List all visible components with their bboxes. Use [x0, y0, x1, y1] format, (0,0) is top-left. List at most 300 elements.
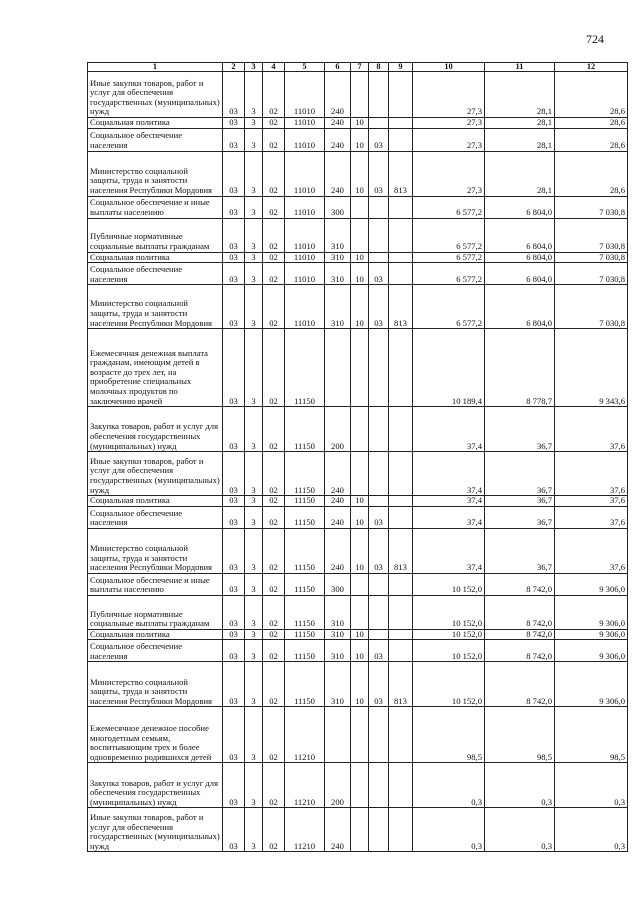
table-body: [88, 72, 628, 852]
section: 10: [351, 285, 369, 329]
section: [351, 595, 369, 629]
ministry-code: [389, 452, 413, 496]
subsection-code-2: 02: [263, 707, 285, 763]
subsection-code-2: 02: [263, 407, 285, 452]
target-article: 11150: [285, 573, 325, 595]
subsection: 03: [369, 506, 389, 528]
subsection-code-2: 02: [263, 662, 285, 707]
subsection-code: 3: [245, 151, 263, 196]
row-name: Ежемесячное денежное пособие многодетным семьям, воспитывающим трех и более одновременно родившихся детей: [88, 707, 223, 763]
row-name: Министерство социальной защиты, труда и занятости населения Республики Мордовия: [88, 151, 223, 196]
section: 10: [351, 128, 369, 151]
amount-year-3: 37,6: [555, 496, 628, 507]
row-name: Социальное обеспечение населения: [88, 128, 223, 151]
subsection-code: 3: [245, 763, 263, 808]
amount-year-1: 6 577,2: [413, 285, 485, 329]
ministry-code: [389, 707, 413, 763]
ministry-code: 813: [389, 285, 413, 329]
section: [351, 452, 369, 496]
row-name: Социальное обеспечение и иные выплаты населению: [88, 196, 223, 218]
section: [351, 72, 369, 118]
subsection-code-2: 02: [263, 196, 285, 218]
section-code: 03: [223, 452, 245, 496]
table-row: [88, 496, 628, 507]
amount-year-1: 37,4: [413, 506, 485, 528]
row-name: Социальная политика: [88, 496, 223, 507]
section: [351, 407, 369, 452]
amount-year-2: 36,7: [485, 452, 555, 496]
target-article: 11150: [285, 496, 325, 507]
amount-year-2: 0,3: [485, 808, 555, 852]
target-article: 11150: [285, 595, 325, 629]
amount-year-1: 10 152,0: [413, 640, 485, 662]
subsection-code: 3: [245, 72, 263, 118]
section: 10: [351, 151, 369, 196]
subsection-code-2: 02: [263, 218, 285, 252]
row-name: Социальная политика: [88, 629, 223, 640]
ministry-code: [389, 407, 413, 452]
section-code: 03: [223, 72, 245, 118]
ministry-code: [389, 808, 413, 852]
subsection: 03: [369, 263, 389, 285]
expense-type: [325, 707, 351, 763]
expense-type: 240: [325, 496, 351, 507]
subsection-code-2: 02: [263, 595, 285, 629]
subsection-code: 3: [245, 218, 263, 252]
amount-year-1: 10 152,0: [413, 595, 485, 629]
subsection-code: 3: [245, 573, 263, 595]
subsection-code: 3: [245, 808, 263, 852]
expense-type: 310: [325, 662, 351, 707]
expense-type: 240: [325, 452, 351, 496]
expense-type: 240: [325, 118, 351, 129]
amount-year-1: 6 577,2: [413, 263, 485, 285]
ministry-code: [389, 252, 413, 263]
target-article: 11150: [285, 528, 325, 573]
section-code: 03: [223, 528, 245, 573]
amount-year-2: 36,7: [485, 407, 555, 452]
column-header: 5: [285, 63, 325, 72]
amount-year-3: 37,6: [555, 452, 628, 496]
table-row: [88, 595, 628, 629]
subsection: [369, 707, 389, 763]
expense-type: 240: [325, 72, 351, 118]
subsection: [369, 496, 389, 507]
amount-year-1: 37,4: [413, 452, 485, 496]
target-article: 11010: [285, 196, 325, 218]
section-code: 03: [223, 218, 245, 252]
amount-year-3: 7 030,8: [555, 252, 628, 263]
amount-year-2: 28,1: [485, 151, 555, 196]
section: [351, 707, 369, 763]
amount-year-1: 10 152,0: [413, 629, 485, 640]
section: 10: [351, 640, 369, 662]
expense-type: 240: [325, 128, 351, 151]
subsection: 03: [369, 285, 389, 329]
subsection: [369, 763, 389, 808]
amount-year-3: 9 306,0: [555, 573, 628, 595]
ministry-code: [389, 595, 413, 629]
subsection-code: 3: [245, 118, 263, 129]
section-code: 03: [223, 496, 245, 507]
row-name: Ежемесячная денежная выплата гражданам, имеющим детей в возрасте до трех лет, на приобретение специальных молочных продуктов по заключению врачей: [88, 329, 223, 407]
expense-type: 240: [325, 808, 351, 852]
row-name: Закупка товаров, работ и услуг для обеспечения государственных (муниципальных) нужд: [88, 407, 223, 452]
subsection-code-2: 02: [263, 640, 285, 662]
section: 10: [351, 496, 369, 507]
section: 10: [351, 506, 369, 528]
amount-year-1: 27,3: [413, 128, 485, 151]
subsection-code-2: 02: [263, 629, 285, 640]
amount-year-1: 6 577,2: [413, 218, 485, 252]
table-row: [88, 662, 628, 707]
subsection-code-2: 02: [263, 252, 285, 263]
table-row: [88, 218, 628, 252]
table-row: [88, 329, 628, 407]
ministry-code: 813: [389, 662, 413, 707]
subsection: [369, 196, 389, 218]
table-row: [88, 128, 628, 151]
expense-type: 200: [325, 407, 351, 452]
ministry-code: [389, 506, 413, 528]
subsection: [369, 452, 389, 496]
amount-year-2: 98,5: [485, 707, 555, 763]
amount-year-2: 8 742,0: [485, 640, 555, 662]
row-name: Социальное обеспечение и иные выплаты населению: [88, 573, 223, 595]
expense-type: 300: [325, 196, 351, 218]
target-article: 11010: [285, 72, 325, 118]
amount-year-3: 9 306,0: [555, 662, 628, 707]
subsection: [369, 118, 389, 129]
column-header: 11: [485, 63, 555, 72]
amount-year-2: 36,7: [485, 496, 555, 507]
amount-year-1: 0,3: [413, 808, 485, 852]
table-row: [88, 252, 628, 263]
section-code: 03: [223, 595, 245, 629]
subsection-code-2: 02: [263, 452, 285, 496]
subsection-code: 3: [245, 496, 263, 507]
section-code: 03: [223, 151, 245, 196]
row-name: Публичные нормативные социальные выплаты гражданам: [88, 218, 223, 252]
amount-year-2: 28,1: [485, 118, 555, 129]
amount-year-1: 27,3: [413, 72, 485, 118]
column-header: 12: [555, 63, 628, 72]
amount-year-2: 28,1: [485, 128, 555, 151]
table-row: [88, 118, 628, 129]
amount-year-1: 37,4: [413, 407, 485, 452]
section-code: 03: [223, 285, 245, 329]
column-header: 1: [88, 63, 223, 72]
column-header: 4: [263, 63, 285, 72]
ministry-code: [389, 263, 413, 285]
subsection-code-2: 02: [263, 808, 285, 852]
row-name: Социальное обеспечение населения: [88, 263, 223, 285]
amount-year-2: 6 804,0: [485, 196, 555, 218]
row-name: Министерство социальной защиты, труда и занятости населения Республики Мордовия: [88, 662, 223, 707]
amount-year-2: 36,7: [485, 528, 555, 573]
subsection-code: 3: [245, 196, 263, 218]
subsection-code: 3: [245, 629, 263, 640]
subsection-code-2: 02: [263, 263, 285, 285]
section-code: 03: [223, 128, 245, 151]
section-code: 03: [223, 640, 245, 662]
subsection: 03: [369, 128, 389, 151]
expense-type: 310: [325, 263, 351, 285]
amount-year-2: 6 804,0: [485, 252, 555, 263]
row-name: Публичные нормативные социальные выплаты гражданам: [88, 595, 223, 629]
subsection-code: 3: [245, 707, 263, 763]
amount-year-1: 10 152,0: [413, 662, 485, 707]
section: 10: [351, 662, 369, 707]
subsection-code: 3: [245, 252, 263, 263]
section: 10: [351, 528, 369, 573]
amount-year-3: 0,3: [555, 808, 628, 852]
row-name: Социальная политика: [88, 252, 223, 263]
amount-year-1: 37,4: [413, 528, 485, 573]
ministry-code: [389, 196, 413, 218]
expense-type: 310: [325, 218, 351, 252]
ministry-code: [389, 118, 413, 129]
subsection-code: 3: [245, 329, 263, 407]
ministry-code: 813: [389, 151, 413, 196]
target-article: 11010: [285, 252, 325, 263]
amount-year-3: 37,6: [555, 407, 628, 452]
section-code: 03: [223, 662, 245, 707]
expense-type: 310: [325, 252, 351, 263]
subsection-code-2: 02: [263, 118, 285, 129]
amount-year-2: 8 742,0: [485, 573, 555, 595]
amount-year-1: 0,3: [413, 763, 485, 808]
amount-year-1: 37,4: [413, 496, 485, 507]
ministry-code: [389, 629, 413, 640]
amount-year-3: 28,6: [555, 151, 628, 196]
column-header: 7: [351, 63, 369, 72]
section-code: 03: [223, 506, 245, 528]
row-name: Министерство социальной защиты, труда и занятости населения Республики Мордовия: [88, 528, 223, 573]
target-article: 11210: [285, 707, 325, 763]
section-code: 03: [223, 763, 245, 808]
amount-year-3: 7 030,8: [555, 285, 628, 329]
subsection: 03: [369, 640, 389, 662]
amount-year-3: 9 306,0: [555, 629, 628, 640]
amount-year-3: 28,6: [555, 118, 628, 129]
amount-year-2: 6 804,0: [485, 285, 555, 329]
table-row: [88, 407, 628, 452]
section: [351, 763, 369, 808]
section: [351, 218, 369, 252]
target-article: 11150: [285, 640, 325, 662]
subsection: 03: [369, 151, 389, 196]
subsection-code: 3: [245, 452, 263, 496]
row-name: Закупка товаров, работ и услуг для обеспечения государственных (муниципальных) нужд: [88, 763, 223, 808]
subsection-code: 3: [245, 528, 263, 573]
ministry-code: [389, 128, 413, 151]
table-row: [88, 640, 628, 662]
section: [351, 196, 369, 218]
amount-year-3: 9 306,0: [555, 595, 628, 629]
subsection: 03: [369, 662, 389, 707]
subsection: [369, 252, 389, 263]
ministry-code: [389, 573, 413, 595]
table-row: [88, 707, 628, 763]
amount-year-1: 6 577,2: [413, 252, 485, 263]
subsection: 03: [369, 528, 389, 573]
table-row: [88, 763, 628, 808]
table-row: [88, 452, 628, 496]
amount-year-1: 27,3: [413, 118, 485, 129]
section-code: 03: [223, 573, 245, 595]
expense-type: [325, 329, 351, 407]
expense-type: 310: [325, 629, 351, 640]
amount-year-1: 98,5: [413, 707, 485, 763]
subsection-code-2: 02: [263, 506, 285, 528]
target-article: 11010: [285, 151, 325, 196]
section-code: 03: [223, 118, 245, 129]
subsection-code: 3: [245, 263, 263, 285]
row-name: Министерство социальной защиты, труда и занятости населения Республики Мордовия: [88, 285, 223, 329]
section: 10: [351, 263, 369, 285]
table-row: [88, 528, 628, 573]
subsection-code-2: 02: [263, 496, 285, 507]
ministry-code: [389, 763, 413, 808]
subsection-code: 3: [245, 506, 263, 528]
column-header: 9: [389, 63, 413, 72]
expense-type: 240: [325, 506, 351, 528]
column-header: 3: [245, 63, 263, 72]
amount-year-1: 6 577,2: [413, 196, 485, 218]
row-name: Иные закупки товаров, работ и услуг для обеспечения государственных (муниципальных) нужд: [88, 452, 223, 496]
table-row: [88, 196, 628, 218]
amount-year-2: 8 742,0: [485, 629, 555, 640]
amount-year-2: 0,3: [485, 763, 555, 808]
amount-year-3: 28,6: [555, 128, 628, 151]
subsection-code-2: 02: [263, 528, 285, 573]
amount-year-3: 37,6: [555, 528, 628, 573]
section-code: 03: [223, 808, 245, 852]
section: [351, 573, 369, 595]
target-article: 11150: [285, 506, 325, 528]
subsection-code-2: 02: [263, 329, 285, 407]
subsection-code-2: 02: [263, 573, 285, 595]
section: 10: [351, 252, 369, 263]
section: [351, 808, 369, 852]
amount-year-3: 28,6: [555, 72, 628, 118]
amount-year-3: 37,6: [555, 506, 628, 528]
subsection-code-2: 02: [263, 151, 285, 196]
table-row: [88, 573, 628, 595]
page-number: 724: [586, 32, 604, 46]
subsection: [369, 329, 389, 407]
subsection: [369, 808, 389, 852]
subsection-code: 3: [245, 128, 263, 151]
subsection-code: 3: [245, 662, 263, 707]
amount-year-2: 8 742,0: [485, 595, 555, 629]
amount-year-2: 8 778,7: [485, 329, 555, 407]
table-row: [88, 808, 628, 852]
amount-year-3: 7 030,8: [555, 263, 628, 285]
subsection: [369, 629, 389, 640]
section-code: 03: [223, 263, 245, 285]
ministry-code: 813: [389, 528, 413, 573]
section-code: 03: [223, 252, 245, 263]
ministry-code: [389, 72, 413, 118]
subsection: [369, 72, 389, 118]
subsection-code: 3: [245, 285, 263, 329]
column-header: 2: [223, 63, 245, 72]
ministry-code: [389, 496, 413, 507]
expense-type: 310: [325, 640, 351, 662]
row-name: Социальное обеспечение населения: [88, 640, 223, 662]
table-row: [88, 263, 628, 285]
amount-year-3: 98,5: [555, 707, 628, 763]
amount-year-1: 10 189,4: [413, 329, 485, 407]
section: 10: [351, 118, 369, 129]
subsection: [369, 573, 389, 595]
target-article: 11150: [285, 452, 325, 496]
section-code: 03: [223, 629, 245, 640]
subsection-code-2: 02: [263, 285, 285, 329]
target-article: 11150: [285, 329, 325, 407]
section: 10: [351, 629, 369, 640]
target-article: 11150: [285, 662, 325, 707]
row-name: Социальное обеспечение населения: [88, 506, 223, 528]
target-article: 11150: [285, 407, 325, 452]
section-code: 03: [223, 196, 245, 218]
row-name: Социальная политика: [88, 118, 223, 129]
expense-type: 300: [325, 573, 351, 595]
row-name: Иные закупки товаров, работ и услуг для обеспечения государственных (муниципальных) нужд: [88, 808, 223, 852]
target-article: 11150: [285, 629, 325, 640]
amount-year-3: 0,3: [555, 763, 628, 808]
amount-year-2: 36,7: [485, 506, 555, 528]
table-row: [88, 629, 628, 640]
amount-year-2: 6 804,0: [485, 263, 555, 285]
amount-year-3: 7 030,8: [555, 218, 628, 252]
amount-year-2: 28,1: [485, 72, 555, 118]
expense-type: 200: [325, 763, 351, 808]
budget-table: [87, 62, 628, 852]
expense-type: 310: [325, 595, 351, 629]
row-name: Иные закупки товаров, работ и услуг для обеспечения государственных (муниципальных) нужд: [88, 72, 223, 118]
subsection-code-2: 02: [263, 72, 285, 118]
expense-type: 310: [325, 285, 351, 329]
subsection-code: 3: [245, 640, 263, 662]
target-article: 11010: [285, 285, 325, 329]
section-code: 03: [223, 407, 245, 452]
target-article: 11010: [285, 118, 325, 129]
column-header: 10: [413, 63, 485, 72]
amount-year-3: 7 030,8: [555, 196, 628, 218]
subsection-code: 3: [245, 407, 263, 452]
amount-year-3: 9 306,0: [555, 640, 628, 662]
table-row: [88, 72, 628, 118]
amount-year-1: 27,3: [413, 151, 485, 196]
table-row: [88, 506, 628, 528]
section-code: 03: [223, 707, 245, 763]
subsection-code: 3: [245, 595, 263, 629]
section: [351, 329, 369, 407]
target-article: 11210: [285, 808, 325, 852]
expense-type: 240: [325, 528, 351, 573]
subsection: [369, 595, 389, 629]
amount-year-1: 10 152,0: [413, 573, 485, 595]
column-header: 6: [325, 63, 351, 72]
subsection: [369, 218, 389, 252]
ministry-code: [389, 218, 413, 252]
amount-year-3: 9 343,6: [555, 329, 628, 407]
table-row: [88, 151, 628, 196]
target-article: 11010: [285, 128, 325, 151]
